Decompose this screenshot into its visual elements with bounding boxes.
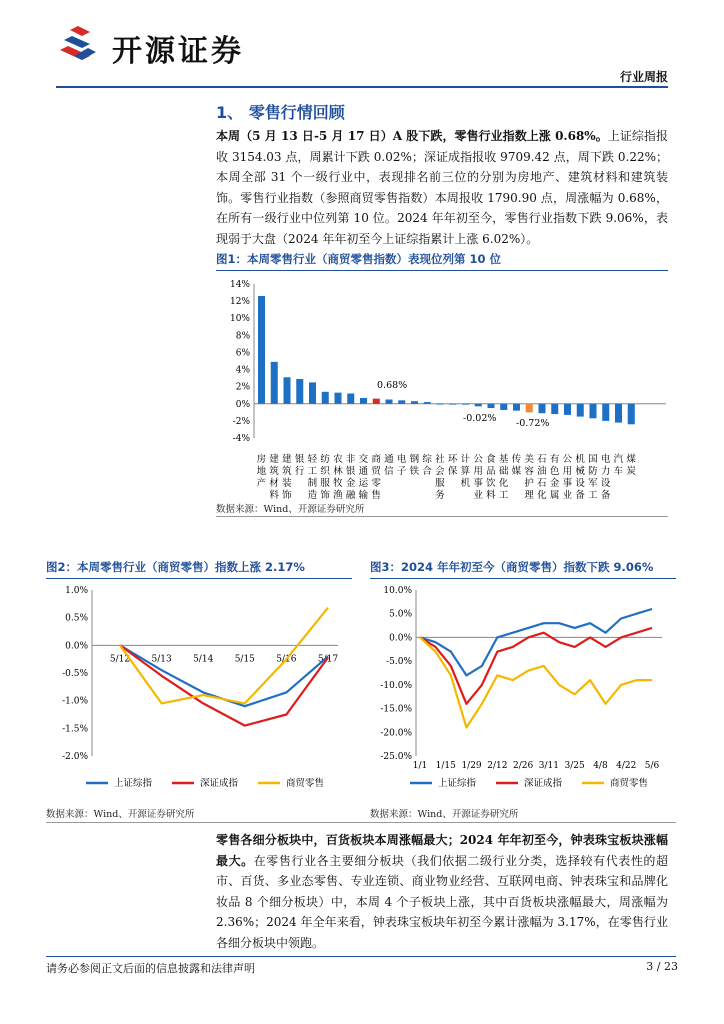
fig1-xlabel-char: 林 xyxy=(333,466,343,477)
section-title: 1、 零售行情回顾 xyxy=(216,103,345,122)
fig1-xlabel-char: 设 xyxy=(600,478,611,489)
fig1-ytick: 8% xyxy=(235,331,250,342)
fig1-xlabel-char: 交 xyxy=(358,454,369,465)
fig1-ytick: 6% xyxy=(235,348,250,359)
fig1-xlabel-char: 事 xyxy=(562,478,573,489)
fig3-ytick: 0.0% xyxy=(389,633,412,644)
fig2-ytick: 1.0% xyxy=(65,586,88,596)
fig1-xlabel-char: 电 xyxy=(600,454,611,465)
fig1-xlabel-char: 公 xyxy=(473,454,483,465)
fig1-xlabel-char: 制 xyxy=(307,478,318,489)
fig1-bar xyxy=(335,393,342,404)
fig1-xlabel-char: 服 xyxy=(320,478,330,489)
header-rule xyxy=(56,86,668,88)
fig1-caption-rule xyxy=(216,270,668,271)
fig3-ytick: -10.0% xyxy=(380,680,412,691)
fig1-xlabel-char: 石 xyxy=(537,454,547,465)
fig1-xlabel-char: 事 xyxy=(473,478,483,489)
fig3-source: 数据来源：Wind、开源证券研究所 xyxy=(370,809,519,820)
fig3-xtick: 4/8 xyxy=(593,761,608,771)
fig1-annot-1: -0.02% xyxy=(463,413,497,424)
fig1-xlabel-char: 农 xyxy=(333,454,343,465)
fig1-xlabel-char: 务 xyxy=(435,490,445,501)
fig1-xlabel-char: 护 xyxy=(524,478,534,489)
fig1-xlabel-char: 金 xyxy=(345,478,356,489)
fig1-xlabel-char: 炭 xyxy=(626,466,636,477)
fig1-xlabel-char: 渔 xyxy=(333,490,343,501)
fig1-xlabel-char: 行 xyxy=(294,466,305,477)
fig2-ytick: -0.5% xyxy=(62,669,88,679)
fig1-xlabel-char: 计 xyxy=(460,454,471,465)
fig1-xlabel-char: 传 xyxy=(511,454,522,465)
fig1-xlabel-char: 车 xyxy=(613,466,624,477)
fig1-annot-2: -0.72% xyxy=(516,418,550,429)
fig1-bar xyxy=(590,404,597,419)
fig1-bar xyxy=(437,404,444,405)
fig3-xtick: 1/1 xyxy=(412,761,428,771)
fig1-xlabel-char: 容 xyxy=(524,466,534,477)
fig1-xlabel-char: 地 xyxy=(256,466,267,477)
fig1-xlabel-char: 产 xyxy=(256,478,267,489)
fig1-xlabel-char: 公 xyxy=(562,454,573,465)
fig1-xlabel-char: 属 xyxy=(549,490,560,501)
fig1-ytick: 0% xyxy=(235,399,250,410)
fig1-bar xyxy=(271,362,278,404)
fig1-bar xyxy=(475,404,482,407)
paragraph-2-text: 在零售行业各主要细分板块（我们依据二级行业分类，选择较有代表性的超市、百货、多业态零售、专业连锁、商业物业经营、互联网电商、钟表珠宝和品牌化妆品 8 个细分板块）中，本周 4 个子板块上涨，其中百货板块涨幅最大，周涨幅为 2.36%；2024 年全年来看，钟表珠宝板块年初至今累计涨幅为 3.17%，在零售行业各细分板块中领跑。 xyxy=(216,853,668,950)
fig1-bar xyxy=(411,401,418,404)
fig1-bar xyxy=(398,400,405,403)
fig1-xlabel-char: 设 xyxy=(575,478,585,489)
fig1-xlabel-char: 材 xyxy=(269,478,279,489)
fig1-xlabel-char: 金 xyxy=(549,478,560,489)
fig1-xlabel-char: 媒 xyxy=(511,466,522,477)
fig2-ytick: -1.0% xyxy=(62,696,88,707)
fig2-caption-rule xyxy=(46,578,352,579)
fig3-chart xyxy=(370,582,676,802)
fig1-xlabel-char: 饮 xyxy=(486,478,496,489)
fig1-xlabel-char: 装 xyxy=(282,478,292,489)
fig1-bar xyxy=(424,402,431,404)
fig1-xlabel-char: 通 xyxy=(384,454,394,465)
fig2-ytick: -1.5% xyxy=(62,724,88,735)
fig1-xlabel-char: 铁 xyxy=(409,466,420,477)
fig1-bottom-rule xyxy=(216,516,668,517)
fig2-xtick: 5/16 xyxy=(276,654,297,665)
fig1-bar xyxy=(258,296,265,404)
fig1-bar xyxy=(284,377,291,404)
fig1-xlabel-char: 煤 xyxy=(626,454,636,465)
fig3-legend-label: 上证综指 xyxy=(438,778,477,789)
fig2-legend-label: 深证成指 xyxy=(200,778,239,789)
fig3-xtick: 2/26 xyxy=(513,761,534,771)
fig1-source: 数据来源：Wind、开源证券研究所 xyxy=(216,504,365,515)
fig1-xlabel-char: 料 xyxy=(269,490,279,501)
fig1-xlabel-char: 工 xyxy=(498,490,509,501)
fig1-xlabel-char: 工 xyxy=(307,466,318,477)
fig1-chart xyxy=(216,276,668,501)
fig3-xtick: 3/25 xyxy=(564,761,585,771)
fig1-xlabel-char: 织 xyxy=(320,466,330,477)
fig3-legend-label: 深证成指 xyxy=(524,778,563,789)
fig1-bar xyxy=(386,400,393,404)
fig3-ytick: -15.0% xyxy=(380,704,412,715)
fig1-bar xyxy=(500,404,507,410)
fig1-xlabel-char: 用 xyxy=(473,466,483,477)
fig1-bar xyxy=(488,404,495,408)
fig3-xtick: 3/11 xyxy=(538,761,559,771)
fig1-bar xyxy=(322,392,329,404)
report-type: 行业周报 xyxy=(619,70,668,84)
logo-mark-icon xyxy=(56,22,104,66)
fig1-bar xyxy=(373,399,380,404)
fig2-xtick: 5/15 xyxy=(234,654,255,665)
fig1-ytick: -4% xyxy=(232,434,250,444)
fig1-xlabel-char: 机 xyxy=(460,478,471,489)
fig1-xlabel-char: 料 xyxy=(486,490,496,501)
fig2-legend-label: 商贸零售 xyxy=(286,778,325,789)
logo-text: 开源证券 xyxy=(112,34,244,69)
fig1-xlabel-char: 牧 xyxy=(333,478,343,489)
fig1-xlabel-char: 环 xyxy=(447,454,458,465)
fig1-xlabel-char: 运 xyxy=(358,478,369,489)
footer-rule xyxy=(46,956,676,957)
fig1-xlabel-char: 造 xyxy=(307,490,318,501)
fig1-bar xyxy=(347,394,354,404)
fig1-xlabel-char: 业 xyxy=(562,490,573,501)
fig1-ytick: 2% xyxy=(235,382,250,393)
fig3-ytick: 10.0% xyxy=(383,586,412,596)
fig1-xlabel-char: 贸 xyxy=(371,466,381,477)
fig1-xlabel-char: 纺 xyxy=(320,454,330,465)
fig1-xlabel-char: 筑 xyxy=(282,466,292,477)
fig1-xlabel-char: 饰 xyxy=(320,490,330,501)
fig1-xlabel-char: 算 xyxy=(460,466,471,477)
fig1-bar xyxy=(449,404,456,405)
fig2-ytick: 0.5% xyxy=(65,613,88,624)
fig3-ytick: -5.0% xyxy=(386,657,412,668)
fig1-xlabel-char: 子 xyxy=(396,466,407,477)
footer-disclaimer: 请务必参阅正文后面的信息披露和法律声明 xyxy=(46,962,255,975)
fig1-xlabel-char: 零 xyxy=(371,478,381,489)
fig2-ytick: 0.0% xyxy=(65,641,88,652)
fig1-xlabel-char: 电 xyxy=(396,454,407,465)
fig3-series-line xyxy=(420,628,652,704)
fig3-ytick: 5.0% xyxy=(389,609,412,620)
fig1-xlabel-char: 建 xyxy=(282,454,292,465)
fig3-series-line xyxy=(420,637,652,727)
fig1-bar xyxy=(309,382,316,403)
logo xyxy=(56,22,286,70)
fig1-xlabel-char: 理 xyxy=(524,490,534,501)
fig1-xlabel-char: 汽 xyxy=(613,454,624,465)
fig1-xlabel-char: 食 xyxy=(486,454,496,465)
fig1-xlabel-char: 饰 xyxy=(282,490,292,501)
fig3-caption-rule xyxy=(370,578,676,579)
fig2-legend-label: 上证综指 xyxy=(114,778,153,789)
fig1-xlabel-char: 钢 xyxy=(409,454,420,465)
fig3-caption: 图3：2024 年年初至今（商贸零售）指数下跌 9.06% xyxy=(370,560,654,574)
fig3-xtick: 5/6 xyxy=(644,761,660,771)
fig1-xlabel-char: 建 xyxy=(269,454,279,465)
fig1-bar xyxy=(564,404,571,415)
fig1-bar xyxy=(551,404,558,414)
fig1-xlabel-char: 输 xyxy=(358,490,369,501)
fig3-xtick: 1/15 xyxy=(435,761,456,771)
paragraph-2-lead: 零售各细分板块中，百货板块本周涨幅最大；2024 年年初至今，钟表珠宝板块涨幅最大。 xyxy=(216,833,668,868)
fig2-xtick: 5/14 xyxy=(193,654,214,665)
fig1-xlabel-char: 用 xyxy=(562,466,573,477)
fig3-ytick: -25.0% xyxy=(380,752,412,762)
fig2-xtick: 5/17 xyxy=(317,654,339,665)
fig1-xlabel-char: 工 xyxy=(588,490,598,501)
fig1-ytick: 4% xyxy=(235,365,250,376)
fig1-xlabel-char: 防 xyxy=(588,466,598,477)
paragraph-1-lead: 本周（5 月 13 日-5 月 17 日）A 股下跌，零售行业指数上涨 0.68%。 xyxy=(216,129,608,143)
paragraph-1-text: 上证综指报收 3154.03 点，周累计下跌 0.02%；深证成指报收 9709.42 点，周下跌 0.22%；本周全部 31 个一级行业中，表现排名前三位的分别为房地产、建筑材料和建筑装饰。零售行业指数（参照商贸零售指数）本周报收 1790.90 点，周涨幅为 0.68%，在所有一级行业中位列第 10 位。2024 年年初至今，零售行业指数下跌 9.06%，表现弱于大盘（2024 年年初至今上证综指累计上涨 6.02%）。 xyxy=(216,129,668,246)
fig1-xlabel-char: 融 xyxy=(345,490,356,501)
fig1-xlabel-char: 保 xyxy=(447,466,458,477)
fig1-bar xyxy=(577,404,584,417)
fig1-xlabel-char: 力 xyxy=(600,466,611,477)
fig3-ytick: -20.0% xyxy=(380,728,412,739)
figs-bottom-rule xyxy=(46,822,676,823)
fig1-xlabel-char: 信 xyxy=(384,466,394,477)
fig1-xlabel-char: 有 xyxy=(549,454,560,465)
fig1-ytick: -2% xyxy=(232,416,250,427)
fig1-xlabel-char: 售 xyxy=(371,490,381,501)
fig1-xlabel-char: 国 xyxy=(588,454,598,465)
fig2-chart xyxy=(46,582,352,802)
fig3-xtick: 2/12 xyxy=(487,761,508,771)
fig1-ytick: 12% xyxy=(229,297,250,308)
fig3-xtick: 4/22 xyxy=(616,761,637,771)
fig3-series-line xyxy=(420,609,652,675)
fig1-bar xyxy=(360,398,367,404)
fig1-xlabel-char: 房 xyxy=(256,454,267,465)
fig1-bar xyxy=(513,404,520,411)
fig1-caption: 图1：本周零售行业（商贸零售指数）表现位列第 10 位 xyxy=(216,252,502,266)
fig1-bar xyxy=(462,404,469,405)
fig1-xlabel-char: 机 xyxy=(575,454,585,465)
fig1-xlabel-char: 服 xyxy=(435,478,445,489)
fig1-xlabel-char: 石 xyxy=(537,478,547,489)
fig2-xtick: 5/12 xyxy=(109,654,131,665)
fig1-xlabel-char: 业 xyxy=(473,490,483,501)
fig1-xlabel-char: 筑 xyxy=(269,466,279,477)
fig1-bar xyxy=(296,379,303,404)
fig1-xlabel-char: 备 xyxy=(575,490,585,501)
fig1-xlabel-char: 通 xyxy=(358,466,369,477)
fig1-bar xyxy=(526,404,533,413)
fig2-caption: 图2：本周零售行业（商贸零售）指数上涨 2.17% xyxy=(46,560,305,574)
fig1-xlabel-char: 色 xyxy=(549,466,560,477)
paragraph-2 xyxy=(216,830,668,953)
fig1-bar xyxy=(602,404,609,421)
fig1-xlabel-char: 会 xyxy=(435,466,445,477)
fig1-xlabel-char: 品 xyxy=(486,466,496,477)
fig1-xlabel-char: 油 xyxy=(537,466,547,477)
fig1-xlabel-char: 银 xyxy=(345,466,356,477)
fig1-xlabel-char: 础 xyxy=(498,466,509,477)
fig1-xlabel-char: 备 xyxy=(600,490,611,501)
fig1-xlabel-char: 基 xyxy=(498,454,509,465)
fig1-xlabel-char: 综 xyxy=(422,454,432,465)
fig2-source: 数据来源：Wind、开源证券研究所 xyxy=(46,809,195,820)
paragraph-1 xyxy=(216,126,668,249)
fig1-xlabel-char: 化 xyxy=(537,490,547,501)
fig1-ytick: 10% xyxy=(229,314,250,325)
fig1-xlabel-char: 商 xyxy=(371,454,381,465)
fig1-xlabel-char: 美 xyxy=(524,454,534,465)
fig3-xtick: 1/29 xyxy=(461,761,482,771)
fig1-xlabel-char: 军 xyxy=(588,478,598,489)
fig1-xlabel-char: 银 xyxy=(294,454,305,465)
fig1-ytick: 14% xyxy=(229,280,250,290)
page-number: 3 / 23 xyxy=(646,960,678,973)
fig2-xtick: 5/13 xyxy=(151,654,172,665)
fig1-xlabel-char: 合 xyxy=(422,466,432,477)
fig1-bar xyxy=(628,404,635,425)
fig1-xlabel-char: 轻 xyxy=(307,454,318,465)
fig1-xlabel-char: 非 xyxy=(345,454,356,465)
fig3-legend-label: 商贸零售 xyxy=(610,778,649,789)
fig1-xlabel-char: 社 xyxy=(435,454,445,465)
fig1-bar xyxy=(615,404,622,423)
fig1-xlabel-char: 械 xyxy=(575,466,585,477)
fig1-annot-0: 0.68% xyxy=(377,380,408,391)
fig1-xlabel-char: 化 xyxy=(498,478,509,489)
fig1-bar xyxy=(539,404,546,413)
fig2-ytick: -2.0% xyxy=(62,752,88,762)
